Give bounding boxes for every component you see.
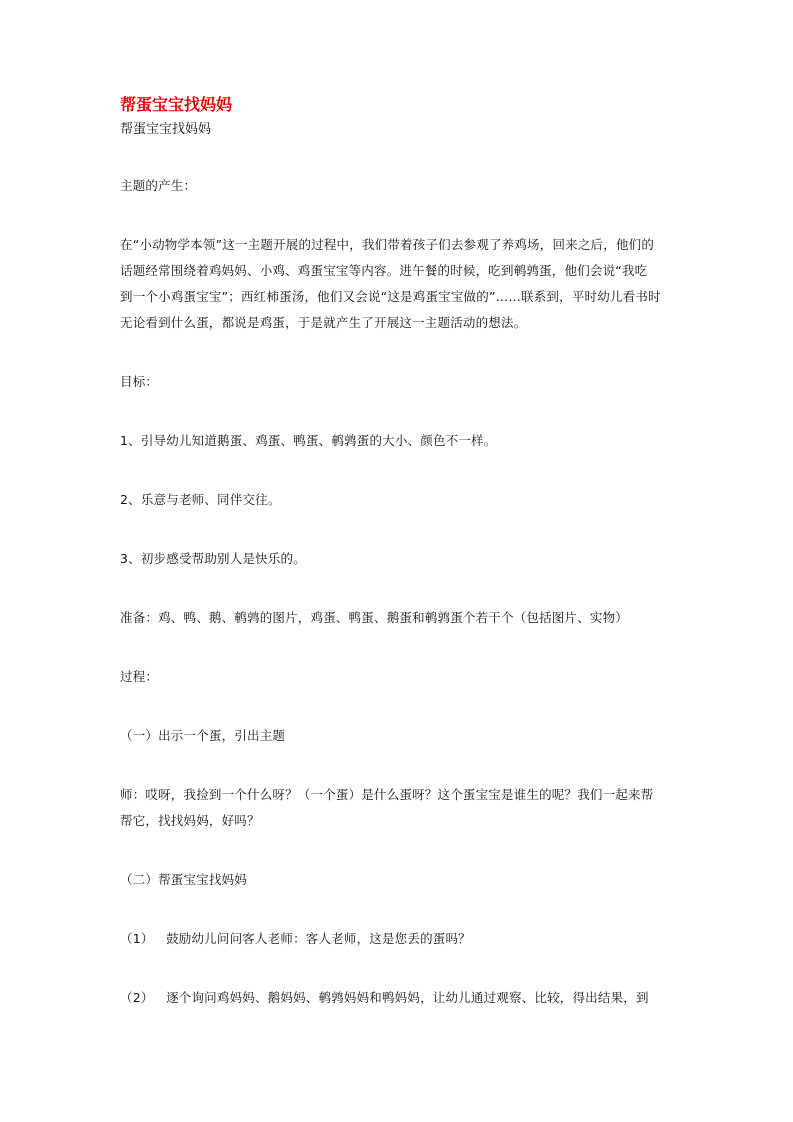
step1-line: 帮它，找找妈妈，好吗？ (120, 813, 260, 828)
theme-line: 无论看到什么蛋，都说是鸡蛋，于是就产生了开展这一主题活动的想法。 (120, 315, 527, 330)
heading-goal: 目标： (120, 374, 159, 389)
goal-item-2: 2、乐意与老师、同伴交往。 (120, 492, 281, 507)
step1-heading: （一）出示一个蛋，引出主题 (120, 728, 286, 743)
theme-line: 话题经常围绕着鸡妈妈、小鸡、鸡蛋宝宝等内容。进午餐的时候，吃到鹌鹑蛋，他们会说“我吃 (120, 263, 648, 278)
step2-heading: （二）帮蛋宝宝找妈妈 (120, 872, 248, 887)
step1-paragraph (120, 782, 680, 834)
preparation: 准备：鸡、鸭、鹅、鹌鹑的图片，鸡蛋、鸭蛋、鹅蛋和鹌鹑蛋个若干个（包括图片、实物） (120, 610, 629, 625)
step2-item-1: （1） 鼓励幼儿问问客人老师：客人老师，这是您丢的蛋吗？ (120, 931, 471, 946)
theme-line: 到一个小鸡蛋宝宝”；西红柿蛋汤，他们又会说“这是鸡蛋宝宝做的”……联系到，平时幼儿看书时 (120, 289, 661, 304)
document-body (120, 94, 680, 1011)
goal-item-3: 3、初步感受帮助别人是快乐的。 (120, 551, 306, 566)
document-title: 帮蛋宝宝找妈妈 (120, 95, 233, 114)
theme-paragraph (120, 232, 680, 336)
heading-process: 过程： (120, 669, 159, 684)
step1-line: 师：哎呀，我捡到一个什么呀？（一个蛋）是什么蛋呀？这个蛋宝宝是谁生的呢？我们一起来帮 (120, 787, 654, 802)
step2-item-2: （2） 逐个询问鸡妈妈、鹅妈妈、鹌鹑妈妈和鸭妈妈，让幼儿通过观察、比较，得出结果，到 (120, 990, 649, 1005)
theme-line: 在“小动物学本领”这一主题开展的过程中，我们带着孩子们去参观了养鸡场，回来之后，他们的 (120, 237, 655, 252)
goal-item-1: 1、引导幼儿知道鹅蛋、鸡蛋、鸭蛋、鹌鹑蛋的大小、颜色不一样。 (120, 433, 497, 448)
heading-theme: 主题的产生： (120, 178, 197, 193)
document-subtitle: 帮蛋宝宝找妈妈 (120, 122, 212, 137)
